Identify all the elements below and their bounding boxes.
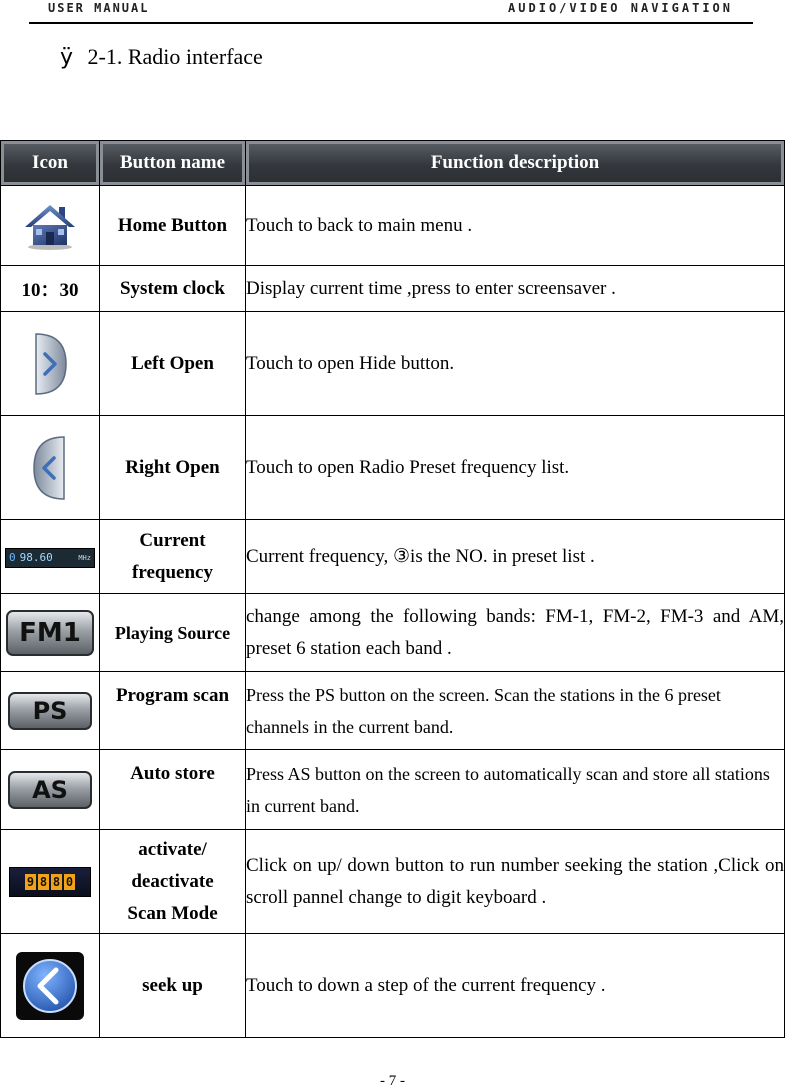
button-name-line: Current xyxy=(139,529,206,551)
chevron-left-tab-icon xyxy=(32,435,68,501)
description-cell: Click on up/ down button to run number seeking the station ,Click on scroll pannel change to digit keyboard . xyxy=(246,830,785,934)
scan-digit: 8 xyxy=(52,874,61,889)
button-name-line: activate/ xyxy=(138,838,207,860)
button-name-cell: Right Open xyxy=(100,416,246,520)
scan-digit: 9 xyxy=(26,874,35,889)
icon-cell xyxy=(1,266,100,312)
section-title: 2-1. Radio interface xyxy=(87,44,263,69)
description-cell: Display current time ,press to enter screensaver . xyxy=(246,266,785,312)
icon-cell xyxy=(1,672,100,750)
icon-cell xyxy=(1,416,100,520)
header-right: AUDIO/VIDEO NAVIGATION xyxy=(508,1,733,15)
table-row xyxy=(1,520,785,594)
button-name-cell: Program scan xyxy=(100,672,246,750)
table-row xyxy=(1,594,785,672)
description-cell: Touch to open Hide button. xyxy=(246,312,785,416)
frequency-unit: MHz xyxy=(78,553,91,562)
table-row xyxy=(1,416,785,520)
table-row xyxy=(1,672,785,750)
description-cell: Touch to down a step of the current frequency . xyxy=(246,934,785,1038)
scan-digit: 8 xyxy=(39,874,48,889)
button-name-cell: Home Button xyxy=(100,186,246,266)
column-header-function: Function description xyxy=(246,141,785,186)
button-name-line: deactivate xyxy=(131,870,214,892)
table-header-row xyxy=(1,141,785,186)
header-left: USER MANUAL xyxy=(48,1,150,15)
radio-interface-table xyxy=(0,140,785,1038)
button-name-cell xyxy=(100,830,246,934)
frequency-value: 98.60 xyxy=(19,551,53,565)
ps-button-icon: PS xyxy=(8,692,92,730)
page-number: - 7 - xyxy=(380,1073,405,1089)
button-name-cell: Left Open xyxy=(100,312,246,416)
button-name-cell: seek up xyxy=(100,934,246,1038)
icon-cell xyxy=(1,934,100,1038)
icon-cell xyxy=(1,312,100,416)
button-name-line: frequency xyxy=(132,561,213,583)
frequency-display-icon xyxy=(5,548,95,568)
scan-digit: 0 xyxy=(65,874,74,889)
button-name-line: Scan Mode xyxy=(127,902,218,924)
header-rule xyxy=(29,22,753,24)
button-name-cell: System clock xyxy=(100,266,246,312)
description-cell: change among the following bands: FM-1, FM-2, FM-3 and AM, preset 6 station each band . xyxy=(246,594,785,672)
as-button-icon: AS xyxy=(8,771,92,809)
icon-cell xyxy=(1,186,100,266)
table-row xyxy=(1,830,785,934)
bullet-glyph: ÿ xyxy=(60,45,74,70)
table-row xyxy=(1,266,785,312)
clock-text: 10：30 xyxy=(21,280,79,301)
seek-back-icon xyxy=(16,952,84,1020)
fm1-button-icon: FM1 xyxy=(6,610,94,656)
table-row xyxy=(1,312,785,416)
table-row xyxy=(1,750,785,830)
section-heading xyxy=(60,44,263,70)
icon-cell xyxy=(1,520,100,594)
button-name-cell: Auto store xyxy=(100,750,246,830)
scan-digits-icon xyxy=(9,867,91,897)
chevron-right-tab-icon xyxy=(32,332,68,396)
preset-number: 0 xyxy=(9,551,16,565)
home-icon xyxy=(23,201,77,251)
column-header-button-name: Button name xyxy=(100,141,246,186)
description-cell: Press the PS button on the screen. Scan the stations in the 6 preset channels in the current band. xyxy=(246,672,785,750)
button-name-cell: Playing Source xyxy=(100,594,246,672)
description-cell: Current frequency, ③is the NO. in preset list . xyxy=(246,520,785,594)
icon-cell xyxy=(1,830,100,934)
description-cell: Touch to open Radio Preset frequency list. xyxy=(246,416,785,520)
icon-cell xyxy=(1,750,100,830)
description-cell: Press AS button on the screen to automatically scan and store all stations in current band. xyxy=(246,750,785,830)
icon-cell xyxy=(1,594,100,672)
description-cell: Touch to back to main menu . xyxy=(246,186,785,266)
column-header-icon: Icon xyxy=(1,141,100,186)
table-row xyxy=(1,186,785,266)
table-row xyxy=(1,934,785,1038)
button-name-cell xyxy=(100,520,246,594)
